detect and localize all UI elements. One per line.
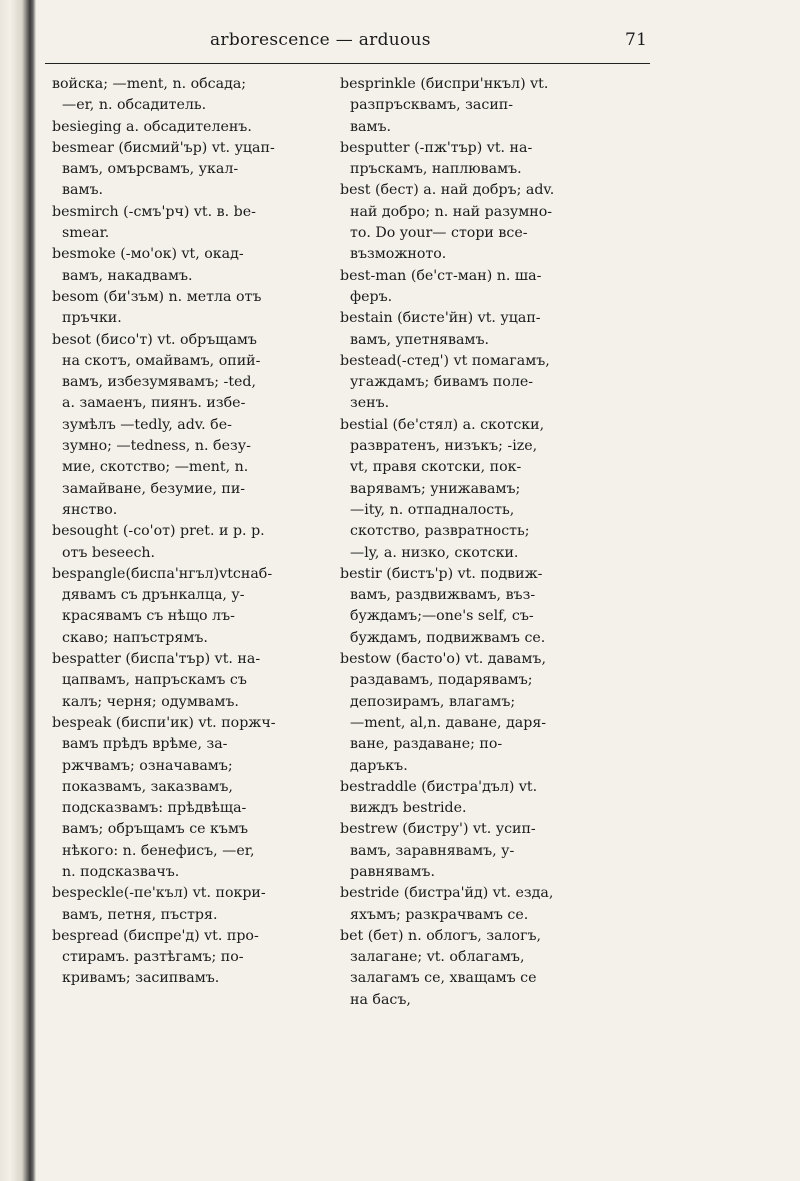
entry-line: вамъ, петня, пъстря. (62, 906, 218, 923)
entry-line: bespangle(биспа'нгъл)vtснаб- (52, 565, 273, 582)
entry-line: янство. (62, 501, 118, 518)
entry-line: скотство, развратность; (350, 523, 530, 540)
entry-line: подсказвамъ: прѣдвѣща- (62, 800, 247, 817)
entry-line: вамъ. (350, 118, 392, 135)
dictionary-entry (52, 117, 337, 138)
entry-line: bestrew (бистру') vt. усип- (340, 821, 536, 838)
entry-line: на скотъ, омайвамъ, опий- (62, 352, 261, 369)
dictionary-entry (52, 202, 337, 245)
dictionary-entry (52, 74, 337, 117)
entry-line: залагамъ се, хващамъ се (350, 970, 537, 987)
entry-line: калъ; черня; одумвамъ. (62, 693, 239, 710)
entry-line: ване, раздаване; по- (350, 736, 503, 753)
entry-line: мие, скотство; —ment, n. (62, 459, 249, 476)
entry-line: залагане; vt. облагамъ, (350, 949, 525, 966)
entry-line: пръчки. (62, 310, 122, 327)
entry-line: vt, правя скотски, пок- (350, 459, 522, 476)
dictionary-entry (340, 564, 650, 649)
entry-line: войска; —ment, n. обсада; (52, 76, 247, 92)
entry-line: нѣкого: n. бенефисъ, —er, (62, 842, 255, 859)
entry-line: best (бест) a. най добръ; adv. (340, 182, 555, 199)
dictionary-entry (340, 415, 650, 564)
dictionary-entry (52, 649, 337, 713)
entry-line: вамъ, омърсвамъ, укал- (62, 161, 239, 178)
entry-line: вамъ; обръщамъ се къмъ (62, 821, 249, 838)
entry-line: besought (-со'от) pret. и p. p. (52, 523, 265, 540)
dictionary-entry (340, 819, 650, 883)
entry-line: виждъ bestride. (350, 800, 467, 817)
entry-line: угаждамъ; бивамъ поле- (350, 374, 534, 391)
entry-line: буждамъ;—one's self, съ- (350, 608, 534, 625)
entry-line: вамъ, накадвамъ. (62, 267, 193, 284)
dictionary-entry (52, 138, 337, 202)
dictionary-entry (340, 883, 650, 926)
entry-line: вамъ, раздвижвамъ, въз- (350, 587, 536, 604)
entry-line: вамъ, заравнявамъ, у- (350, 842, 515, 859)
entry-line: варявамъ; унижавамъ; (350, 480, 521, 497)
header-rule (45, 63, 650, 64)
entry-line: bestial (бе'стял) a. скотски, (340, 416, 545, 433)
entry-line: зенъ. (350, 395, 390, 412)
entry-line: показвамъ, заказвамъ, (62, 778, 233, 795)
entry-line: вамъ, избезумявамъ; -ted, (62, 374, 257, 391)
dictionary-entry (340, 138, 650, 181)
entry-line: —ity, n. отпадналость, (350, 501, 515, 518)
entry-line: bestir (бистъ'р) vt. подвиж- (340, 565, 543, 582)
entry-line: раздавамъ, подарявамъ; (350, 672, 533, 689)
dictionary-entry (340, 777, 650, 820)
entry-line: вамъ, упетнявамъ. (350, 331, 490, 348)
dictionary-entry (340, 308, 650, 351)
dictionary-entry (52, 713, 337, 883)
entry-line: стирамъ. разтѣгамъ; по- (62, 949, 244, 966)
entry-line: besmear (бисмий'ър) vt. уцап- (52, 139, 275, 156)
entry-line: besprinkle (биспри'нкъл) vt. (340, 76, 549, 92)
entry-line: пръскамъ, наплювамъ. (350, 161, 522, 178)
entry-line: то. Do your— стори все- (350, 225, 528, 242)
entry-line: цапвамъ, напръскамъ съ (62, 672, 247, 689)
entry-line: bestain (бисте'йн) vt. уцап- (340, 310, 541, 327)
entry-line: bestead(-стед') vt помагамъ, (340, 352, 550, 369)
dictionary-entry (52, 926, 337, 990)
entry-line: отъ beseech. (62, 544, 156, 561)
entry-line: besputter (-пж'тър) vt. на- (340, 139, 533, 156)
entry-line: красявамъ съ нѣщо лъ- (62, 608, 235, 625)
running-head: arborescence — arduous (210, 30, 431, 50)
entry-line: дявамъ съ дрънкалца, у- (62, 587, 245, 604)
dictionary-entry (52, 564, 337, 649)
entry-line: замайване, безумие, пи- (62, 480, 246, 497)
dictionary-entry (52, 883, 337, 926)
entry-line: кривамъ; засипвамъ. (62, 970, 220, 987)
entry-line: равнявамъ. (350, 863, 435, 880)
entry-line: вамъ. (62, 182, 104, 199)
dictionary-entry (340, 180, 650, 265)
right-column (340, 74, 650, 1011)
dictionary-entry (340, 926, 650, 1011)
entry-line: besot (бисо'т) vt. обръщамъ (52, 331, 257, 348)
entry-line: a. замаенъ, пиянъ. избе- (62, 395, 246, 412)
entry-line: депозирамъ, влагамъ; (350, 693, 516, 710)
entry-line: възможното. (350, 246, 447, 263)
entry-line: феръ. (350, 288, 393, 305)
entry-line: n. подсказвачъ. (62, 863, 180, 880)
entry-line: разпръсквамъ, засип- (350, 97, 514, 114)
entry-line: bestraddle (бистра'дъл) vt. (340, 778, 538, 795)
entry-line: bespread (биспре'д) vt. про- (52, 927, 259, 944)
entry-line: даръкъ. (350, 757, 408, 774)
entry-line: зумѣлъ —tedly, adv. бе- (62, 416, 232, 433)
entry-line: bespeckle(-пе'къл) vt. покри- (52, 885, 266, 902)
entry-line: най добро; n. най разумно- (350, 203, 553, 220)
page-gutter (0, 0, 36, 1181)
entry-line: besmirch (-смъ'рч) vt. в. be- (52, 203, 256, 220)
entry-line: развратенъ, низъкъ; -ize, (350, 438, 538, 455)
entry-line: —er, n. обсадитель. (62, 97, 207, 114)
dictionary-entry (340, 266, 650, 309)
entry-line: —ly, a. низко, скотски. (350, 544, 519, 561)
entry-line: яхъмъ; разкрачвамъ се. (350, 906, 529, 923)
entry-line: буждамъ, подвижвамъ се. (350, 629, 546, 646)
dictionary-entry (52, 244, 337, 287)
dictionary-entry (340, 74, 650, 138)
entry-line: ржчвамъ; означавамъ; (62, 757, 233, 774)
entry-line: bespeak (биспи'ик) vt. поржч- (52, 714, 276, 731)
entry-line: вамъ прѣдъ врѣме, за- (62, 736, 228, 753)
entry-line: bestow (басто'о) vt. давамъ, (340, 651, 546, 668)
entry-line: besmoke (-мо'ок) vt, окад- (52, 246, 244, 263)
entry-line: smear. (62, 225, 110, 242)
entry-line: bespatter (биспа'тър) vt. на- (52, 651, 261, 668)
dictionary-entry (52, 287, 337, 330)
dictionary-entry (340, 649, 650, 777)
entry-line: зумно; —tedness, n. безу- (62, 438, 251, 455)
entry-line: на басъ, (350, 991, 411, 1008)
page-number: 71 (625, 30, 648, 50)
entry-line: скаво; напъстрямъ. (62, 629, 208, 646)
dictionary-entry (52, 521, 337, 564)
entry-line: besom (би'зъм) n. метла отъ (52, 288, 262, 305)
entry-line: best-man (бе'ст-ман) n. ша- (340, 267, 542, 284)
entry-line: bet (бет) n. облогъ, залогъ, (340, 927, 542, 944)
entry-line: besieging a. обсадителенъ. (52, 118, 252, 135)
left-column (52, 74, 337, 990)
dictionary-entry (340, 351, 650, 415)
dictionary-entry (52, 330, 337, 522)
entry-line: bestride (бистра'йд) vt. езда, (340, 885, 554, 902)
entry-line: —ment, al,n. даване, даря- (350, 714, 547, 731)
